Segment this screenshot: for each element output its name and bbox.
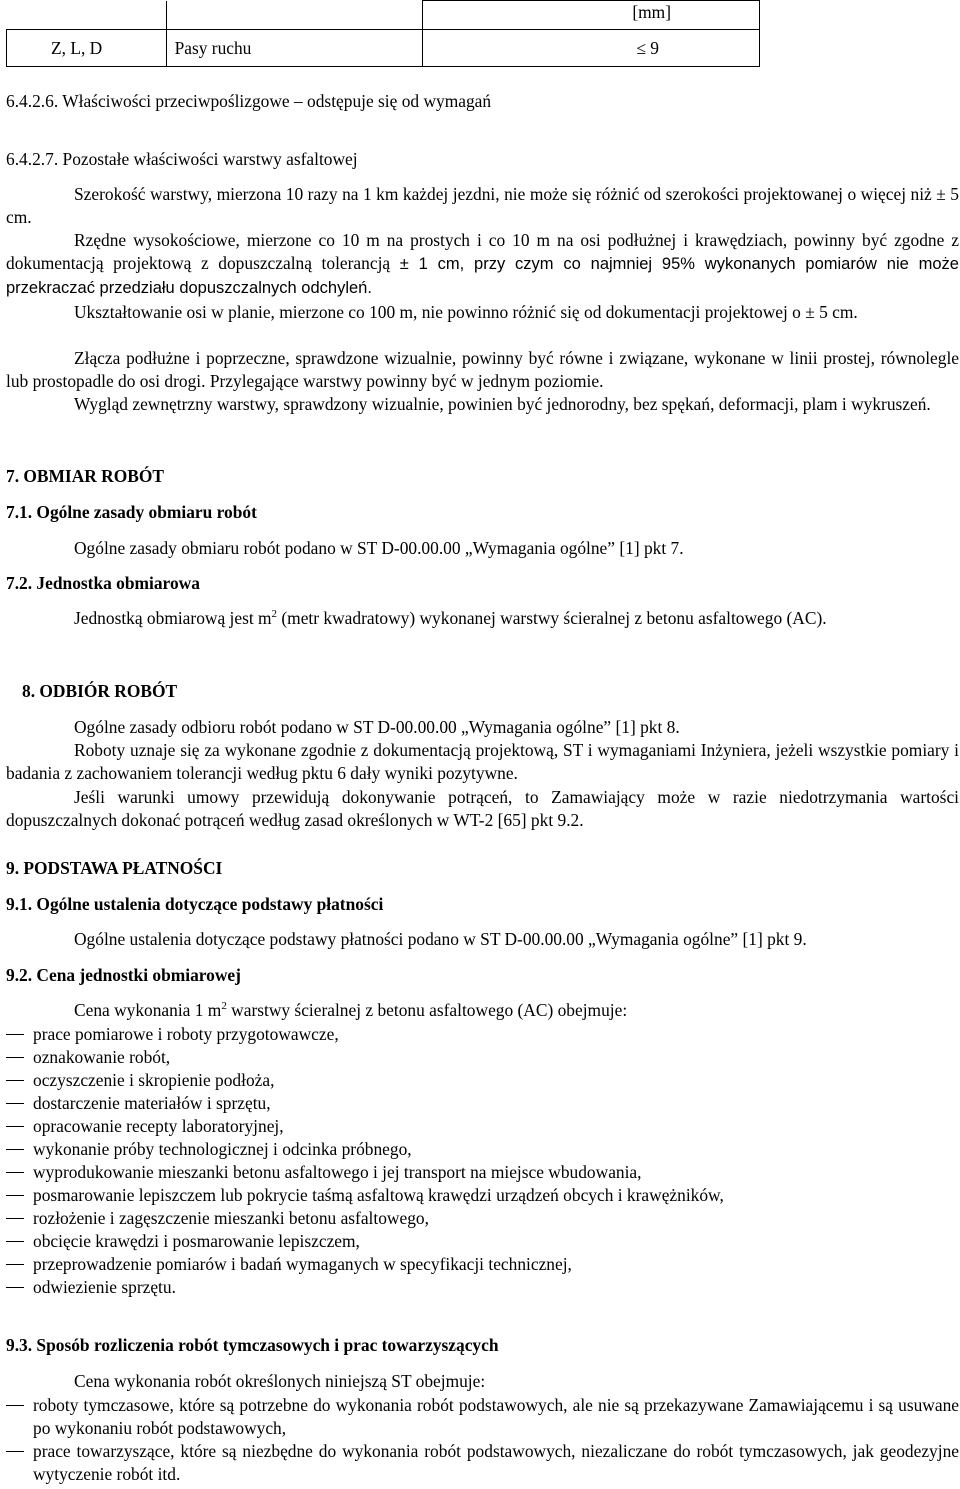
paragraph-rzedne-part1: Rzędne wysokościowe, mierzone co 10 m na prostych i co 10 m na osi podłużnej i krawędziach, powinny być zgodne z dokumentacją projektową z dopuszczalną tolerancją [6,230,959,273]
heading-9-3: 9.3. Sposób rozliczenia robót tymczasowych i prac towarzyszących [6,1335,499,1355]
list-9-2 [6,1023,959,1299]
paragraph-rzedne-part2: ± 1 cm, przy czym co najmniej 95% wykonanych pomiarów nie może przekraczać przedziału dopuszczalnych odchyleń. [6,254,959,297]
list-item: oczyszczenie i skropienie podłoża, [33,1069,275,1090]
heading-9-2: 9.2. Cena jednostki obmiarowej [6,965,241,985]
paragraph-8-2: Roboty uznaje się za wykonane zgodnie z dokumentacją projektową, ST i wymaganiami Inżyniera, jeżeli wszystkie pomiary i badania z zachowaniem tolerancji według pktu 6 dały wyniki pozytywne. [6,740,959,783]
paragraph-9-3: Cena wykonania robót określonych niniejszą ST obejmuje: [74,1371,486,1391]
paragraph-szerokosc: Szerokość warstwy, mierzona 10 razy na 1 km każdej jezdni, nie może się różnić od szerokości projektowanej o więcej niż ± 5 cm. [6,184,959,227]
paragraph-8-1: Ogólne zasady odbioru robót podano w ST D-00.00.00 „Wymagania ogólne” [1] pkt 8. [74,717,680,737]
heading-9-1: 9.1. Ogólne ustalenia dotyczące podstawy płatności [6,894,384,914]
list-item: przeprowadzenie pomiarów i badań wymaganych w specyfikacji technicznej, [33,1253,572,1274]
section-6-4-2-6: 6.4.2.6. Właściwości przeciwpoślizgowe – odstępuje się od wymagań [6,91,492,111]
list-item: prace pomiarowe i roboty przygotowawcze, [33,1024,339,1044]
paragraph-9-2: Cena wykonania 1 $m^2$ warstwy ścieralnej z betonu asfaltowego (AC) obejmuje: [74,1000,628,1020]
list-item: dostarczenie materiałów i sprzętu, [33,1092,271,1113]
list-item: wyprodukowanie mieszanki betonu asfaltowego i jej transport na miejsce wbudowania, [33,1161,642,1182]
paragraph-9-1: Ogólne ustalenia dotyczące podstawy płatności podano w ST D-00.00.00 „Wymagania ogólne” [1] pkt 9. [74,929,807,949]
list-item: opracowanie recepty laboratoryjnej, [33,1115,284,1136]
paragraph-wyglad: Wygląd zewnętrzny warstwy, sprawdzony wizualnie, powinien być jednorodny, bez spękań, deformacji, plam i wykruszeń. [74,394,931,414]
heading-7-2: 7.2. Jednostka obmiarowa [6,573,200,593]
list-item: wykonanie próby technologicznej i odcinka próbnego, [33,1138,412,1159]
paragraph-uksztaltowanie: Ukształtowanie osi w planie, mierzone co 100 m, nie powinno różnić się od dokumentacji projektowej o ± 5 cm. [74,302,858,322]
paragraph-7-1: Ogólne zasady obmiaru robót podano w ST D-00.00.00 „Wymagania ogólne” [1] pkt 7. [74,538,684,558]
table-unit: [mm] [422,1,759,30]
paragraph-7-2: Jednostką obmiarową jest $m^2$ (metr kwadratowy) wykonanej warstwy ścieralnej z betonu asfaltowego (AC). [74,608,827,628]
table-cell-class: Z, L, D [7,30,167,67]
list-item: obcięcie krawędzi i posmarowanie lepiszczem, [33,1230,360,1251]
list-item: roboty tymczasowe, które są potrzebne do wykonania robót podstawowych, ale nie są przekazywane Zamawiającemu i są usuwane po wykonaniu robót podstawowych, [33,1395,959,1438]
tolerance-table [6,0,760,67]
heading-9: 9. PODSTAWA PŁATNOŚCI [6,858,223,878]
section-6-4-2-7: 6.4.2.7. Pozostałe właściwości warstwy asfaltowej [6,149,358,169]
list-item: prace towarzyszące, które są niezbędne do wykonania robót podstawowych, niezaliczane do robót tymczasowych, jak geodezyjne wytyczenie robót itd. [33,1440,959,1484]
paragraph-8-3: Jeśli warunki umowy przewidują dokonywanie potrąceń, to Zamawiający może w razie niedotrzymania wartości dopuszczalnych dokonać potrąceń według zasad określonych w WT-2 [65] pkt 9.2. [6,787,959,830]
heading-7: 7. OBMIAR ROBÓT [6,466,164,486]
list-item: odwiezienie sprzętu. [33,1276,176,1297]
list-item: oznakowanie robót, [33,1046,171,1067]
heading-8: 8. ODBIÓR ROBÓT [22,681,178,701]
paragraph-zlacza: Złącza podłużne i poprzeczne, sprawdzone wizualnie, powinny być równe i związane, wykonane w linii prostej, równolegle lub prostopadle do osi drogi. Przylegające warstwy powinny być w jednym poziomie. [6,348,959,391]
table-cell-element: Pasy ruchu [166,30,422,67]
list-9-3 [6,1394,959,1486]
list-item: rozłożenie i zagęszczenie mieszanki betonu asfaltowego, [33,1207,429,1228]
heading-7-1: 7.1. Ogólne zasady obmiaru robót [6,502,257,522]
paragraph-rzedne [6,229,959,300]
table-cell-value: ≤ 9 [422,30,759,67]
list-item: posmarowanie lepiszczem lub pokrycie taśmą asfaltową krawędzi urządzeń obcych i krawężników, [33,1184,724,1205]
